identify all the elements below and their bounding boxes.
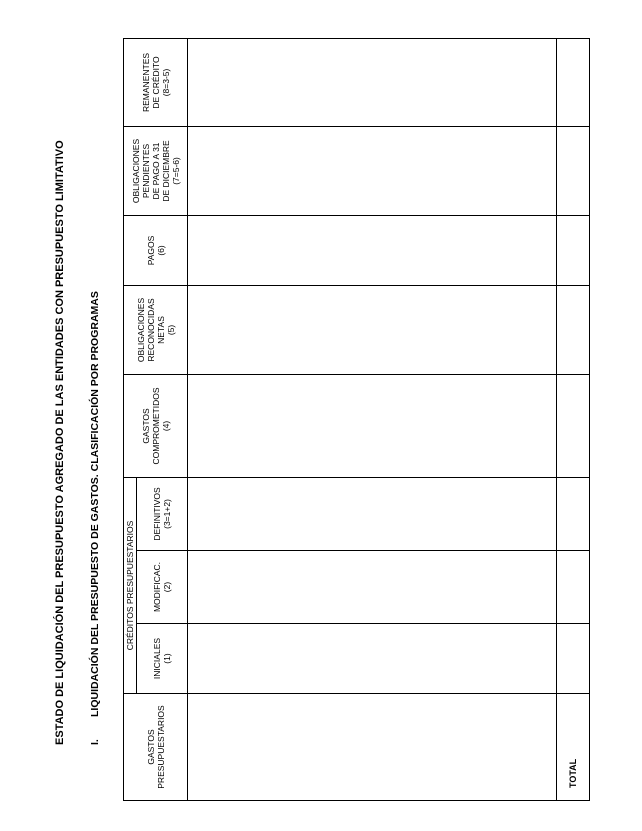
document-title: ESTADO DE LIQUIDACIÓN DEL PRESUPUESTO AGREGADO DE LAS ENTIDADES CON PRESUPUESTO LIMITATIVO	[54, 140, 66, 745]
total-cell	[557, 624, 590, 694]
total-cell	[557, 215, 590, 285]
header-remanentes: REMANENTES DE CRÉDITO (8=3-5)	[124, 38, 188, 126]
header-comprometidos: GASTOS COMPROMETIDOS (4)	[124, 374, 188, 477]
budget-table	[123, 38, 590, 801]
body-cell	[188, 551, 557, 624]
total-cell	[557, 126, 590, 215]
header-definitivos: DEFINITIVOS (3=1+2)	[137, 477, 188, 550]
table-body-row	[188, 38, 557, 800]
header-gastos: GASTOS PRESUPUESTARIOS	[124, 694, 188, 801]
section-number: I.	[89, 739, 101, 745]
body-cell	[188, 285, 557, 374]
section-heading	[89, 5, 101, 745]
body-cell	[188, 126, 557, 215]
header-modificac: MODIFICAC. (2)	[137, 551, 188, 624]
header-creditos-group: CRÉDITOS PRESUPUESTARIOS	[124, 477, 137, 693]
total-cell	[557, 374, 590, 477]
header-pendientes: OBLIGACIONES PENDIENTES DE PAGO A 31 DE DICIEMBRE (7=5-6)	[124, 126, 188, 215]
body-cell	[188, 624, 557, 694]
body-cell	[188, 38, 557, 126]
header-row-1	[124, 38, 137, 800]
total-cell	[557, 38, 590, 126]
body-cell	[188, 374, 557, 477]
header-iniciales: INICIALES (1)	[137, 624, 188, 694]
total-cell	[557, 551, 590, 624]
body-cell	[188, 215, 557, 285]
header-pagos: PAGOS (6)	[124, 215, 188, 285]
body-cell	[188, 694, 557, 801]
table-total-row	[557, 38, 590, 800]
total-label: TOTAL	[557, 694, 590, 801]
total-cell	[557, 477, 590, 550]
total-cell	[557, 285, 590, 374]
header-obligaciones: OBLIGACIONES RECONOCIDAS NETAS (5)	[124, 285, 188, 374]
section-title: LIQUIDACIÓN DEL PRESUPUESTO DE GASTOS. CLASIFICACIÓN POR PROGRAMAS	[89, 291, 101, 717]
body-cell	[188, 477, 557, 550]
